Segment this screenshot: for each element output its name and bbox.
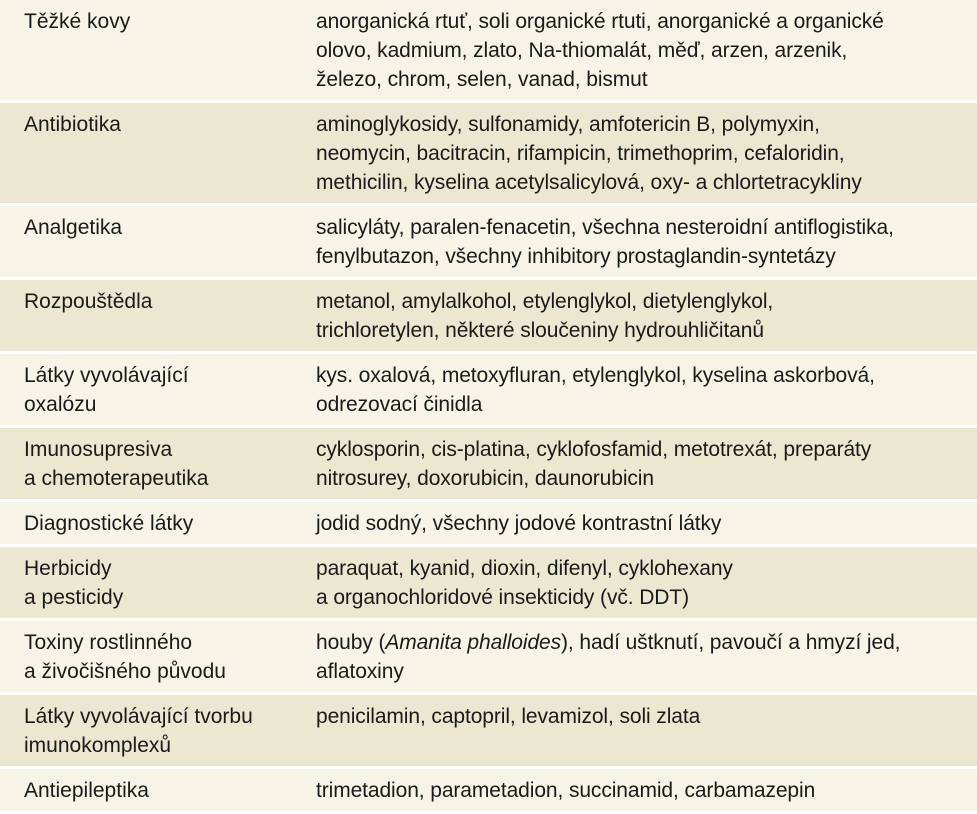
agents-text: ), hadí uštknutí, pavoučí a hmyzí jed, — [561, 631, 901, 654]
agents-line: olovo, kadmium, zlato, Na-thiomalát, měď, arzen, arzenik, — [316, 39, 848, 62]
table-row — [0, 768, 977, 813]
category-cell — [0, 620, 304, 694]
agents-cell — [304, 102, 977, 205]
agents-line: aflatoxiny — [316, 660, 404, 683]
agents-line: trichloretylen, některé sloučeniny hydrouhličitanů — [316, 319, 764, 342]
agents-line — [316, 628, 971, 657]
category-cell — [0, 768, 304, 813]
table-row — [0, 501, 977, 546]
category-cell — [0, 0, 304, 102]
category-line: Antiepileptika — [24, 779, 149, 802]
category-line: a pesticidy — [24, 586, 124, 609]
agents-text: houby ( — [316, 631, 386, 654]
category-line: Toxiny rostlinného — [24, 631, 193, 654]
category-line: Rozpouštědla — [24, 290, 153, 313]
agents-line: metanol, amylalkohol, etylenglykol, dietylenglykol, — [316, 290, 774, 313]
agents-line: kys. oxalová, metoxyfluran, etylenglykol, kyselina askorbová, — [316, 364, 875, 387]
agents-cell — [304, 0, 977, 102]
category-line: Těžké kovy — [24, 10, 131, 33]
agents-line: penicilamin, captopril, levamizol, soli zlata — [316, 705, 701, 728]
agents-cell — [304, 279, 977, 353]
agents-line: železo, chrom, selen, vanad, bismut — [316, 68, 648, 91]
table-row — [0, 205, 977, 279]
agents-cell — [304, 353, 977, 427]
agents-cell — [304, 768, 977, 813]
category-cell — [0, 353, 304, 427]
agents-cell — [304, 501, 977, 546]
category-line: imunokomplexů — [24, 734, 172, 757]
table-row — [0, 353, 977, 427]
agents-line: anorganická rtuť, soli organické rtuti, anorganické a organické — [316, 10, 884, 33]
agents-line: jodid sodný, všechny jodové kontrastní látky — [316, 512, 722, 535]
agents-line: a organochloridové insekticidy (vč. DDT) — [316, 586, 689, 609]
category-line: Látky vyvolávající tvorbu — [24, 705, 253, 728]
category-line: Látky vyvolávající — [24, 364, 189, 387]
agents-cell — [304, 427, 977, 501]
table-row — [0, 427, 977, 501]
table-row — [0, 694, 977, 768]
agents-line: fenylbutazon, všechny inhibitory prostaglandin-syntetázy — [316, 245, 836, 268]
category-cell — [0, 427, 304, 501]
category-line: oxalózu — [24, 393, 97, 416]
category-cell — [0, 546, 304, 620]
category-cell — [0, 501, 304, 546]
category-cell — [0, 205, 304, 279]
category-line: Antibiotika — [24, 113, 121, 136]
species-name: Amanita phalloides — [385, 631, 562, 654]
agents-cell — [304, 546, 977, 620]
category-line: a živočišného původu — [24, 660, 226, 683]
agents-line: salicyláty, paralen-fenacetin, všechna nesteroidní antiflogistika, — [316, 216, 894, 239]
agents-line: cyklosporin, cis-platina, cyklofosfamid, metotrexát, preparáty — [316, 438, 872, 461]
agents-line: paraquat, kyanid, dioxin, difenyl, cyklohexany — [316, 557, 733, 580]
agents-line: aminoglykosidy, sulfonamidy, amfotericin B, polymyxin, — [316, 113, 820, 136]
category-line: Analgetika — [24, 216, 123, 239]
category-line: Imunosupresiva — [24, 438, 173, 461]
category-line: Herbicidy — [24, 557, 112, 580]
agents-cell — [304, 620, 977, 694]
table-row — [0, 102, 977, 205]
agents-line: odrezovací činidla — [316, 393, 483, 416]
table-row — [0, 620, 977, 694]
agents-line: trimetadion, parametadion, succinamid, carbamazepin — [316, 779, 816, 802]
table-row — [0, 279, 977, 353]
agents-line: neomycin, bacitracin, rifampicin, trimethoprim, cefaloridin, — [316, 142, 845, 165]
category-line: a chemoterapeutika — [24, 467, 209, 490]
category-cell — [0, 102, 304, 205]
agents-cell — [304, 205, 977, 279]
table-row — [0, 546, 977, 620]
category-cell — [0, 694, 304, 768]
category-line: Diagnostické látky — [24, 512, 194, 535]
agents-line: methicilin, kyselina acetylsalicylová, oxy- a chlortetracykliny — [316, 171, 862, 194]
agents-line: nitrosurey, doxorubicin, daunorubicin — [316, 467, 654, 490]
table-row — [0, 0, 977, 102]
agents-cell — [304, 694, 977, 768]
category-cell — [0, 279, 304, 353]
